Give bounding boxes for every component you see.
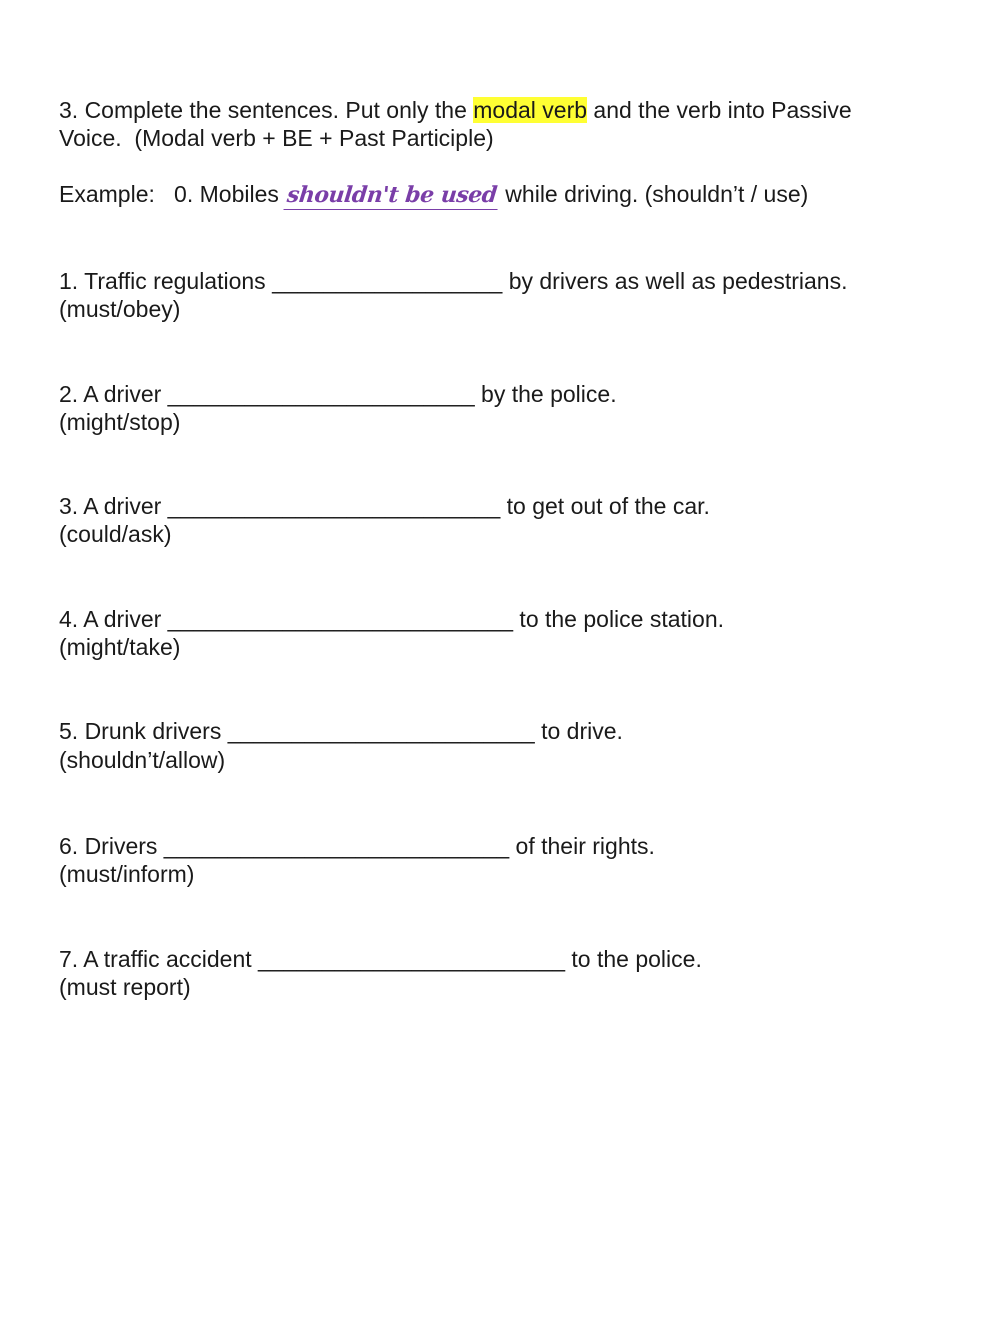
item-4-hint: (might/take): [59, 634, 181, 660]
item-6-hint: (must/inform): [59, 861, 195, 887]
item-3-hint: (could/ask): [59, 521, 172, 547]
example-suffix: while driving. (shouldn’t / use): [498, 181, 809, 207]
example-line: [59, 180, 808, 210]
item-1-sentence: 1. Traffic regulations __________________ by drivers as well as pedestrians.: [59, 268, 848, 294]
item-2-sentence: 2. A driver ________________________ by the police.: [59, 381, 617, 407]
item-7-sentence: 7. A traffic accident ________________________ to the police.: [59, 946, 702, 972]
item-1-hint: (must/obey): [59, 296, 181, 322]
item-5-sentence: 5. Drunk drivers ________________________ to drive.: [59, 718, 623, 744]
example-prefix: Example: 0. Mobiles: [59, 181, 286, 207]
item-7-hint: (must report): [59, 974, 191, 1000]
instructions-line-2: Voice. (Modal verb + BE + Past Participle): [59, 125, 494, 151]
item-6-sentence: 6. Drivers ___________________________ of their rights.: [59, 833, 655, 859]
instructions-part2: and the verb into Passive: [587, 97, 852, 123]
instructions-line-1: [59, 96, 852, 124]
modal-verb-highlight: modal verb: [473, 97, 588, 123]
item-2-hint: (might/stop): [59, 409, 181, 435]
example-answer: shouldn't be used: [284, 181, 501, 210]
instructions-part1: 3. Complete the sentences. Put only the: [59, 97, 474, 123]
item-3-sentence: 3. A driver __________________________ to get out of the car.: [59, 493, 710, 519]
item-5-hint: (shouldn’t/allow): [59, 747, 226, 773]
item-4-sentence: 4. A driver ___________________________ to the police station.: [59, 606, 725, 632]
